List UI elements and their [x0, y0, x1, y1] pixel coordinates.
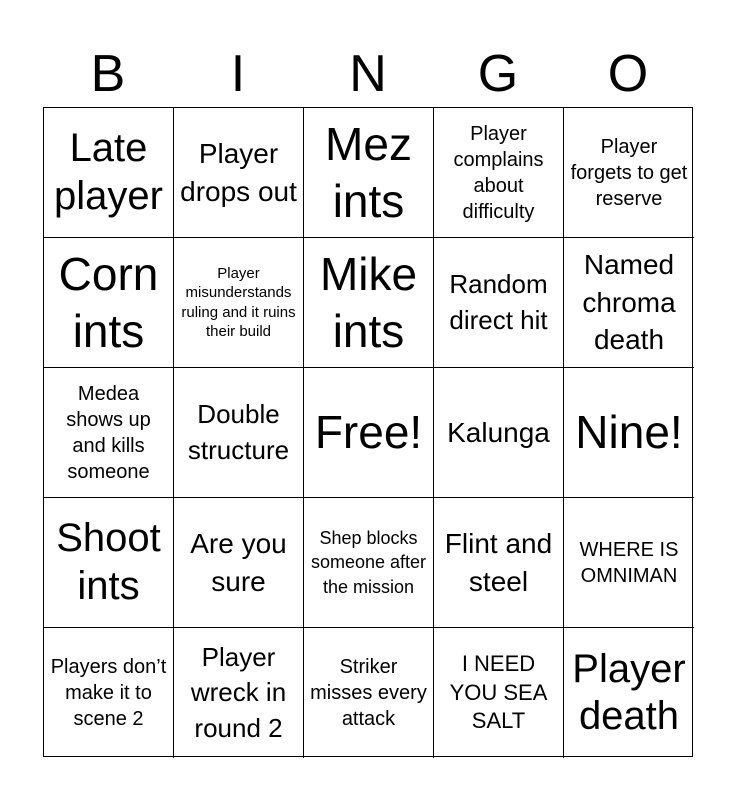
header-letter-o: O: [607, 45, 649, 103]
bingo-cell-text: Flint and steel: [444, 527, 553, 597]
bingo-cell[interactable]: [304, 368, 434, 498]
bingo-cell-text: Free!: [314, 406, 423, 459]
bingo-cell[interactable]: [434, 368, 564, 498]
bingo-cell[interactable]: [434, 498, 564, 628]
bingo-cell[interactable]: [564, 628, 694, 758]
bingo-cell-text: Players don’t make it to scene 2: [50, 656, 167, 730]
bingo-cell[interactable]: [174, 498, 304, 628]
bingo-cell[interactable]: [174, 628, 304, 758]
header-letter-n: N: [349, 45, 387, 103]
bingo-cell-text: Striker misses every attack: [310, 656, 427, 730]
bingo-cell-text: Are you sure: [190, 527, 287, 597]
bingo-cell[interactable]: [44, 628, 174, 758]
bingo-cell[interactable]: [434, 108, 564, 238]
bingo-cell[interactable]: [174, 238, 304, 368]
bingo-cell[interactable]: [434, 628, 564, 758]
bingo-cell-text: Late player: [54, 126, 163, 218]
bingo-cell[interactable]: [434, 238, 564, 368]
bingo-cell-text: WHERE IS OMNIMAN: [579, 538, 679, 587]
bingo-board: [43, 107, 693, 757]
bingo-cell[interactable]: [44, 108, 174, 238]
bingo-cell-text: Nine!: [575, 406, 683, 459]
bingo-cell-text: Named chroma death: [582, 248, 676, 356]
bingo-cell-text: Mike ints: [319, 248, 418, 357]
bingo-cell-text: I NEED YOU SEA SALT: [449, 651, 548, 734]
bingo-cell-text: Player complains about difficulty: [453, 122, 544, 223]
bingo-cell-text: Player drops out: [180, 137, 297, 207]
bingo-cell[interactable]: [304, 628, 434, 758]
bingo-cell[interactable]: [44, 498, 174, 628]
bingo-cell-text: Corn ints: [58, 248, 159, 357]
bingo-cell-text: Player death: [572, 646, 686, 738]
header-letter-g: G: [477, 45, 519, 103]
bingo-cell[interactable]: [304, 498, 434, 628]
bingo-cell[interactable]: [174, 368, 304, 498]
bingo-cell[interactable]: [44, 368, 174, 498]
bingo-cell-text: Shoot ints: [56, 516, 161, 608]
bingo-cell[interactable]: [564, 238, 694, 368]
bingo-cell-text: Player forgets to get reserve: [570, 135, 688, 210]
header-letter-i: I: [230, 45, 246, 103]
bingo-header: [43, 42, 693, 106]
bingo-cell[interactable]: [44, 238, 174, 368]
bingo-cell[interactable]: [564, 368, 694, 498]
bingo-cell-text: Player misunderstands ruling and it ruins their build: [181, 264, 296, 340]
bingo-cell[interactable]: [304, 238, 434, 368]
bingo-cell-text: Kalunga: [447, 416, 550, 448]
bingo-cell-text: Double structure: [187, 399, 290, 465]
bingo-cell-text: Random direct hit: [449, 269, 548, 335]
bingo-cell-text: Mez ints: [325, 118, 412, 227]
bingo-cell-text: Player wreck in round 2: [190, 642, 287, 743]
header-letter-b: B: [90, 45, 126, 103]
bingo-cell-text: Shep blocks someone after the mission: [310, 528, 427, 597]
bingo-cell-text: Medea shows up and kills someone: [66, 382, 151, 483]
bingo-cell[interactable]: [564, 498, 694, 628]
bingo-cell[interactable]: [564, 108, 694, 238]
bingo-cell[interactable]: [174, 108, 304, 238]
bingo-cell[interactable]: [304, 108, 434, 238]
